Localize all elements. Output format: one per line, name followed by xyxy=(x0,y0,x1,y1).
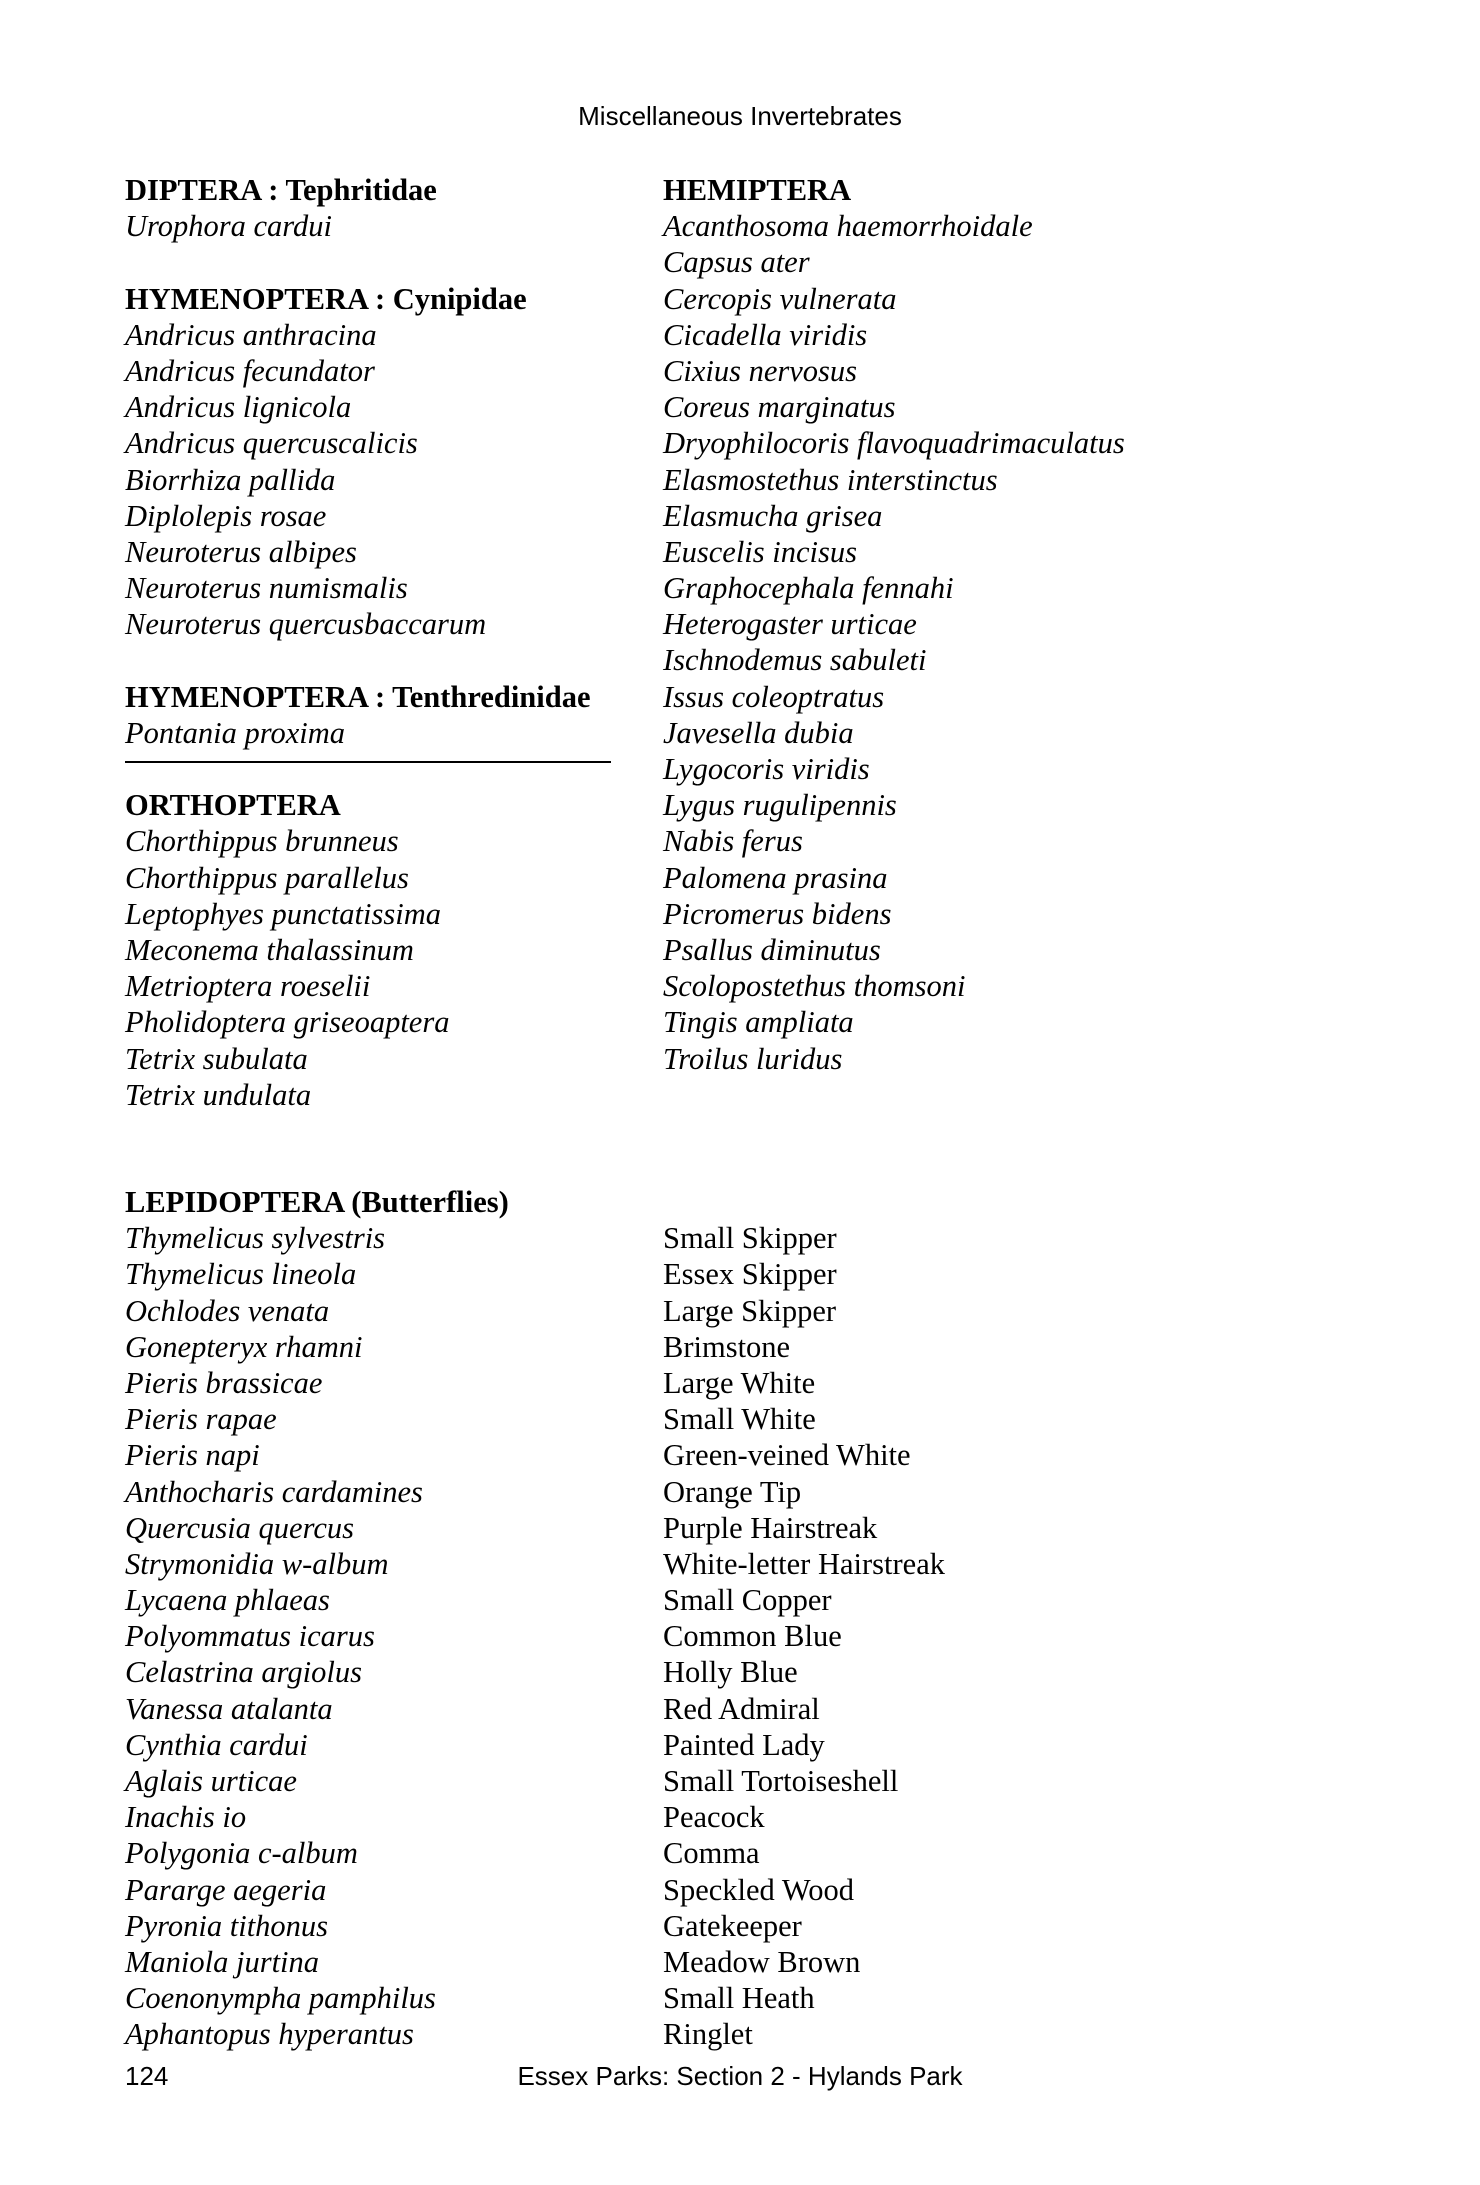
butterfly-row xyxy=(125,1510,1385,1546)
butterfly-row xyxy=(125,1763,1385,1799)
section-heading-tenthredinidae: HYMENOPTERA : Tenthredinidae xyxy=(125,679,591,714)
right-column xyxy=(663,172,1383,1077)
common-name: Essex Skipper xyxy=(663,1257,837,1292)
common-name: Gatekeeper xyxy=(663,1908,802,1943)
butterfly-row xyxy=(125,1437,1385,1473)
species-item: Andricus quercuscalicis xyxy=(125,426,418,461)
species-item: Andricus lignicola xyxy=(125,390,352,425)
butterfly-row xyxy=(125,1908,1385,1944)
scientific-name: Aglais urticae xyxy=(125,1764,297,1798)
species-item: Nabis ferus xyxy=(663,824,803,859)
species-item: Andricus fecundator xyxy=(125,353,375,388)
scientific-name: Polygonia c-album xyxy=(125,1836,358,1871)
species-item: Leptophyes punctatissima xyxy=(125,896,441,931)
common-name: Brimstone xyxy=(663,1329,791,1364)
species-item: Dryophilocoris flavoquadrimaculatus xyxy=(663,426,1125,461)
common-name: Small Copper xyxy=(663,1583,832,1618)
section-heading-diptera: DIPTERA : Tephritidae xyxy=(125,173,437,207)
species-item: Lygocoris viridis xyxy=(663,752,870,786)
species-item: Javesella dubia xyxy=(663,715,854,750)
common-name: Green-veined White xyxy=(663,1438,911,1473)
butterfly-row xyxy=(125,1618,1385,1654)
butterfly-row xyxy=(125,1474,1385,1510)
species-item: Tetrix subulata xyxy=(125,1041,308,1076)
butterfly-row xyxy=(125,1401,1385,1437)
common-name: Small White xyxy=(663,1402,816,1437)
species-item: Neuroterus numismalis xyxy=(125,571,408,606)
section-heading-cynipidae: HYMENOPTERA : Cynipidae xyxy=(125,281,527,316)
common-name: Painted Lady xyxy=(663,1727,825,1762)
common-name: Ringlet xyxy=(663,2017,753,2052)
scientific-name: Cynthia cardui xyxy=(125,1727,308,1762)
scientific-name: Aphantopus hyperantus xyxy=(125,2017,414,2052)
section-heading-hemiptera: HEMIPTERA xyxy=(663,173,852,207)
common-name: Small Heath xyxy=(663,1981,815,2016)
scientific-name: Lycaena phlaeas xyxy=(125,1583,330,1618)
species-item: Chorthippus parallelus xyxy=(125,860,409,895)
butterfly-row xyxy=(125,1654,1385,1690)
species-item: Ischnodemus sabuleti xyxy=(663,643,927,678)
butterfly-row xyxy=(125,1329,1385,1365)
species-item: Biorrhiza pallida xyxy=(125,462,336,497)
butterfly-row xyxy=(125,1944,1385,1980)
species-item: Neuroterus albipes xyxy=(125,534,357,569)
common-name: White-letter Hairstreak xyxy=(663,1546,945,1581)
butterfly-row xyxy=(125,1799,1385,1835)
scientific-name: Maniola jurtina xyxy=(125,1944,320,1979)
species-item: Elasmucha grisea xyxy=(663,498,883,533)
species-item: Diplolepis rosae xyxy=(125,498,327,533)
species-item: Tingis ampliata xyxy=(663,1005,854,1040)
scientific-name: Quercusia quercus xyxy=(125,1510,354,1545)
common-name: Meadow Brown xyxy=(663,1944,861,1979)
species-item: Scolopostethus thomsoni xyxy=(663,969,966,1004)
butterfly-row xyxy=(125,1691,1385,1727)
common-name: Large Skipper xyxy=(663,1293,837,1328)
common-name: Large White xyxy=(663,1365,816,1400)
scientific-name: Pieris napi xyxy=(125,1438,260,1473)
common-name: Holly Blue xyxy=(663,1655,798,1690)
species-item: Palomena prasina xyxy=(663,860,888,895)
species-item: Picromerus bidens xyxy=(663,896,892,931)
scientific-name: Inachis io xyxy=(125,1800,247,1835)
scientific-name: Ochlodes venata xyxy=(125,1293,330,1328)
footer-title: Essex Parks: Section 2 - Hylands Park xyxy=(517,2061,963,2091)
scientific-name: Coenonympha pamphilus xyxy=(125,1981,436,2016)
section-heading-lepidoptera: LEPIDOPTERA (Butterflies) xyxy=(125,1185,509,1219)
species-item: Tetrix undulata xyxy=(125,1077,312,1112)
scientific-name: Pararge aegeria xyxy=(125,1872,327,1907)
species-item: Cixius nervosus xyxy=(663,353,858,388)
horizontal-rule xyxy=(125,761,611,763)
scientific-name: Polyommatus icarus xyxy=(125,1619,375,1654)
scientific-name: Vanessa atalanta xyxy=(125,1691,333,1726)
butterfly-row xyxy=(125,1980,1385,2016)
species-item: Capsus ater xyxy=(663,245,810,280)
species-item: Euscelis incisus xyxy=(663,534,857,569)
scientific-name: Strymonidia w-album xyxy=(125,1546,389,1581)
species-item: Meconema thalassinum xyxy=(125,932,414,967)
common-name: Small Skipper xyxy=(663,1221,837,1256)
butterfly-row xyxy=(125,1546,1385,1582)
butterfly-row xyxy=(125,1582,1385,1618)
species-item: Lygus rugulipennis xyxy=(663,788,897,823)
species-item: Coreus marginatus xyxy=(663,390,896,425)
species-item: Urophora cardui xyxy=(125,209,333,244)
species-item: Chorthippus brunneus xyxy=(125,824,399,859)
common-name: Orange Tip xyxy=(663,1474,802,1509)
section-heading-orthoptera: ORTHOPTERA xyxy=(125,788,341,823)
scientific-name: Celastrina argiolus xyxy=(125,1655,362,1690)
scientific-name: Thymelicus sylvestris xyxy=(125,1221,386,1256)
scientific-name: Pieris brassicae xyxy=(125,1365,323,1400)
scientific-name: Thymelicus lineola xyxy=(125,1257,357,1292)
species-item: Heterogaster urticae xyxy=(663,607,917,642)
butterfly-row xyxy=(125,1872,1385,1908)
species-item: Cicadella viridis xyxy=(663,317,868,352)
common-name: Purple Hairstreak xyxy=(663,1510,878,1545)
species-item: Andricus anthracina xyxy=(125,317,377,352)
species-item: Cercopis vulnerata xyxy=(663,281,897,316)
butterfly-row xyxy=(125,1256,1385,1292)
running-head: Miscellaneous Invertebrates xyxy=(578,101,902,131)
butterfly-row xyxy=(125,1365,1385,1401)
species-item: Pontania proxima xyxy=(125,715,345,750)
scientific-name: Gonepteryx rhamni xyxy=(125,1329,363,1364)
left-column xyxy=(125,172,615,1113)
scientific-name: Pyronia tithonus xyxy=(125,1908,329,1943)
common-name: Peacock xyxy=(663,1800,765,1835)
species-item: Metrioptera roeselii xyxy=(125,969,371,1004)
species-item: Elasmostethus interstinctus xyxy=(663,462,998,497)
common-name: Speckled Wood xyxy=(663,1872,854,1907)
section-divider xyxy=(125,751,615,787)
common-name: Red Admiral xyxy=(663,1691,820,1726)
species-item: Troilus luridus xyxy=(663,1041,843,1076)
scientific-name: Anthocharis cardamines xyxy=(125,1474,423,1509)
species-item: Issus coleoptratus xyxy=(663,679,885,714)
butterfly-row xyxy=(125,1220,1385,1256)
scientific-name: Pieris rapae xyxy=(125,1402,277,1437)
common-name: Comma xyxy=(663,1836,760,1871)
species-item: Neuroterus quercusbaccarum xyxy=(125,607,487,642)
spacer xyxy=(125,642,615,678)
species-item: Pholidoptera griseoaptera xyxy=(125,1005,450,1040)
butterflies-section xyxy=(125,1184,1385,2053)
species-item: Acanthosoma haemorrhoidale xyxy=(663,209,1033,244)
butterfly-row xyxy=(125,1727,1385,1763)
species-item: Graphocephala fennahi xyxy=(663,571,954,606)
spacer xyxy=(125,244,615,280)
common-name: Small Tortoiseshell xyxy=(663,1764,899,1798)
butterfly-row xyxy=(125,1293,1385,1329)
page-number: 124 xyxy=(125,2061,169,2091)
butterfly-row xyxy=(125,2016,1385,2052)
common-name: Common Blue xyxy=(663,1619,842,1654)
species-item: Psallus diminutus xyxy=(663,932,881,967)
butterfly-row xyxy=(125,1835,1385,1871)
